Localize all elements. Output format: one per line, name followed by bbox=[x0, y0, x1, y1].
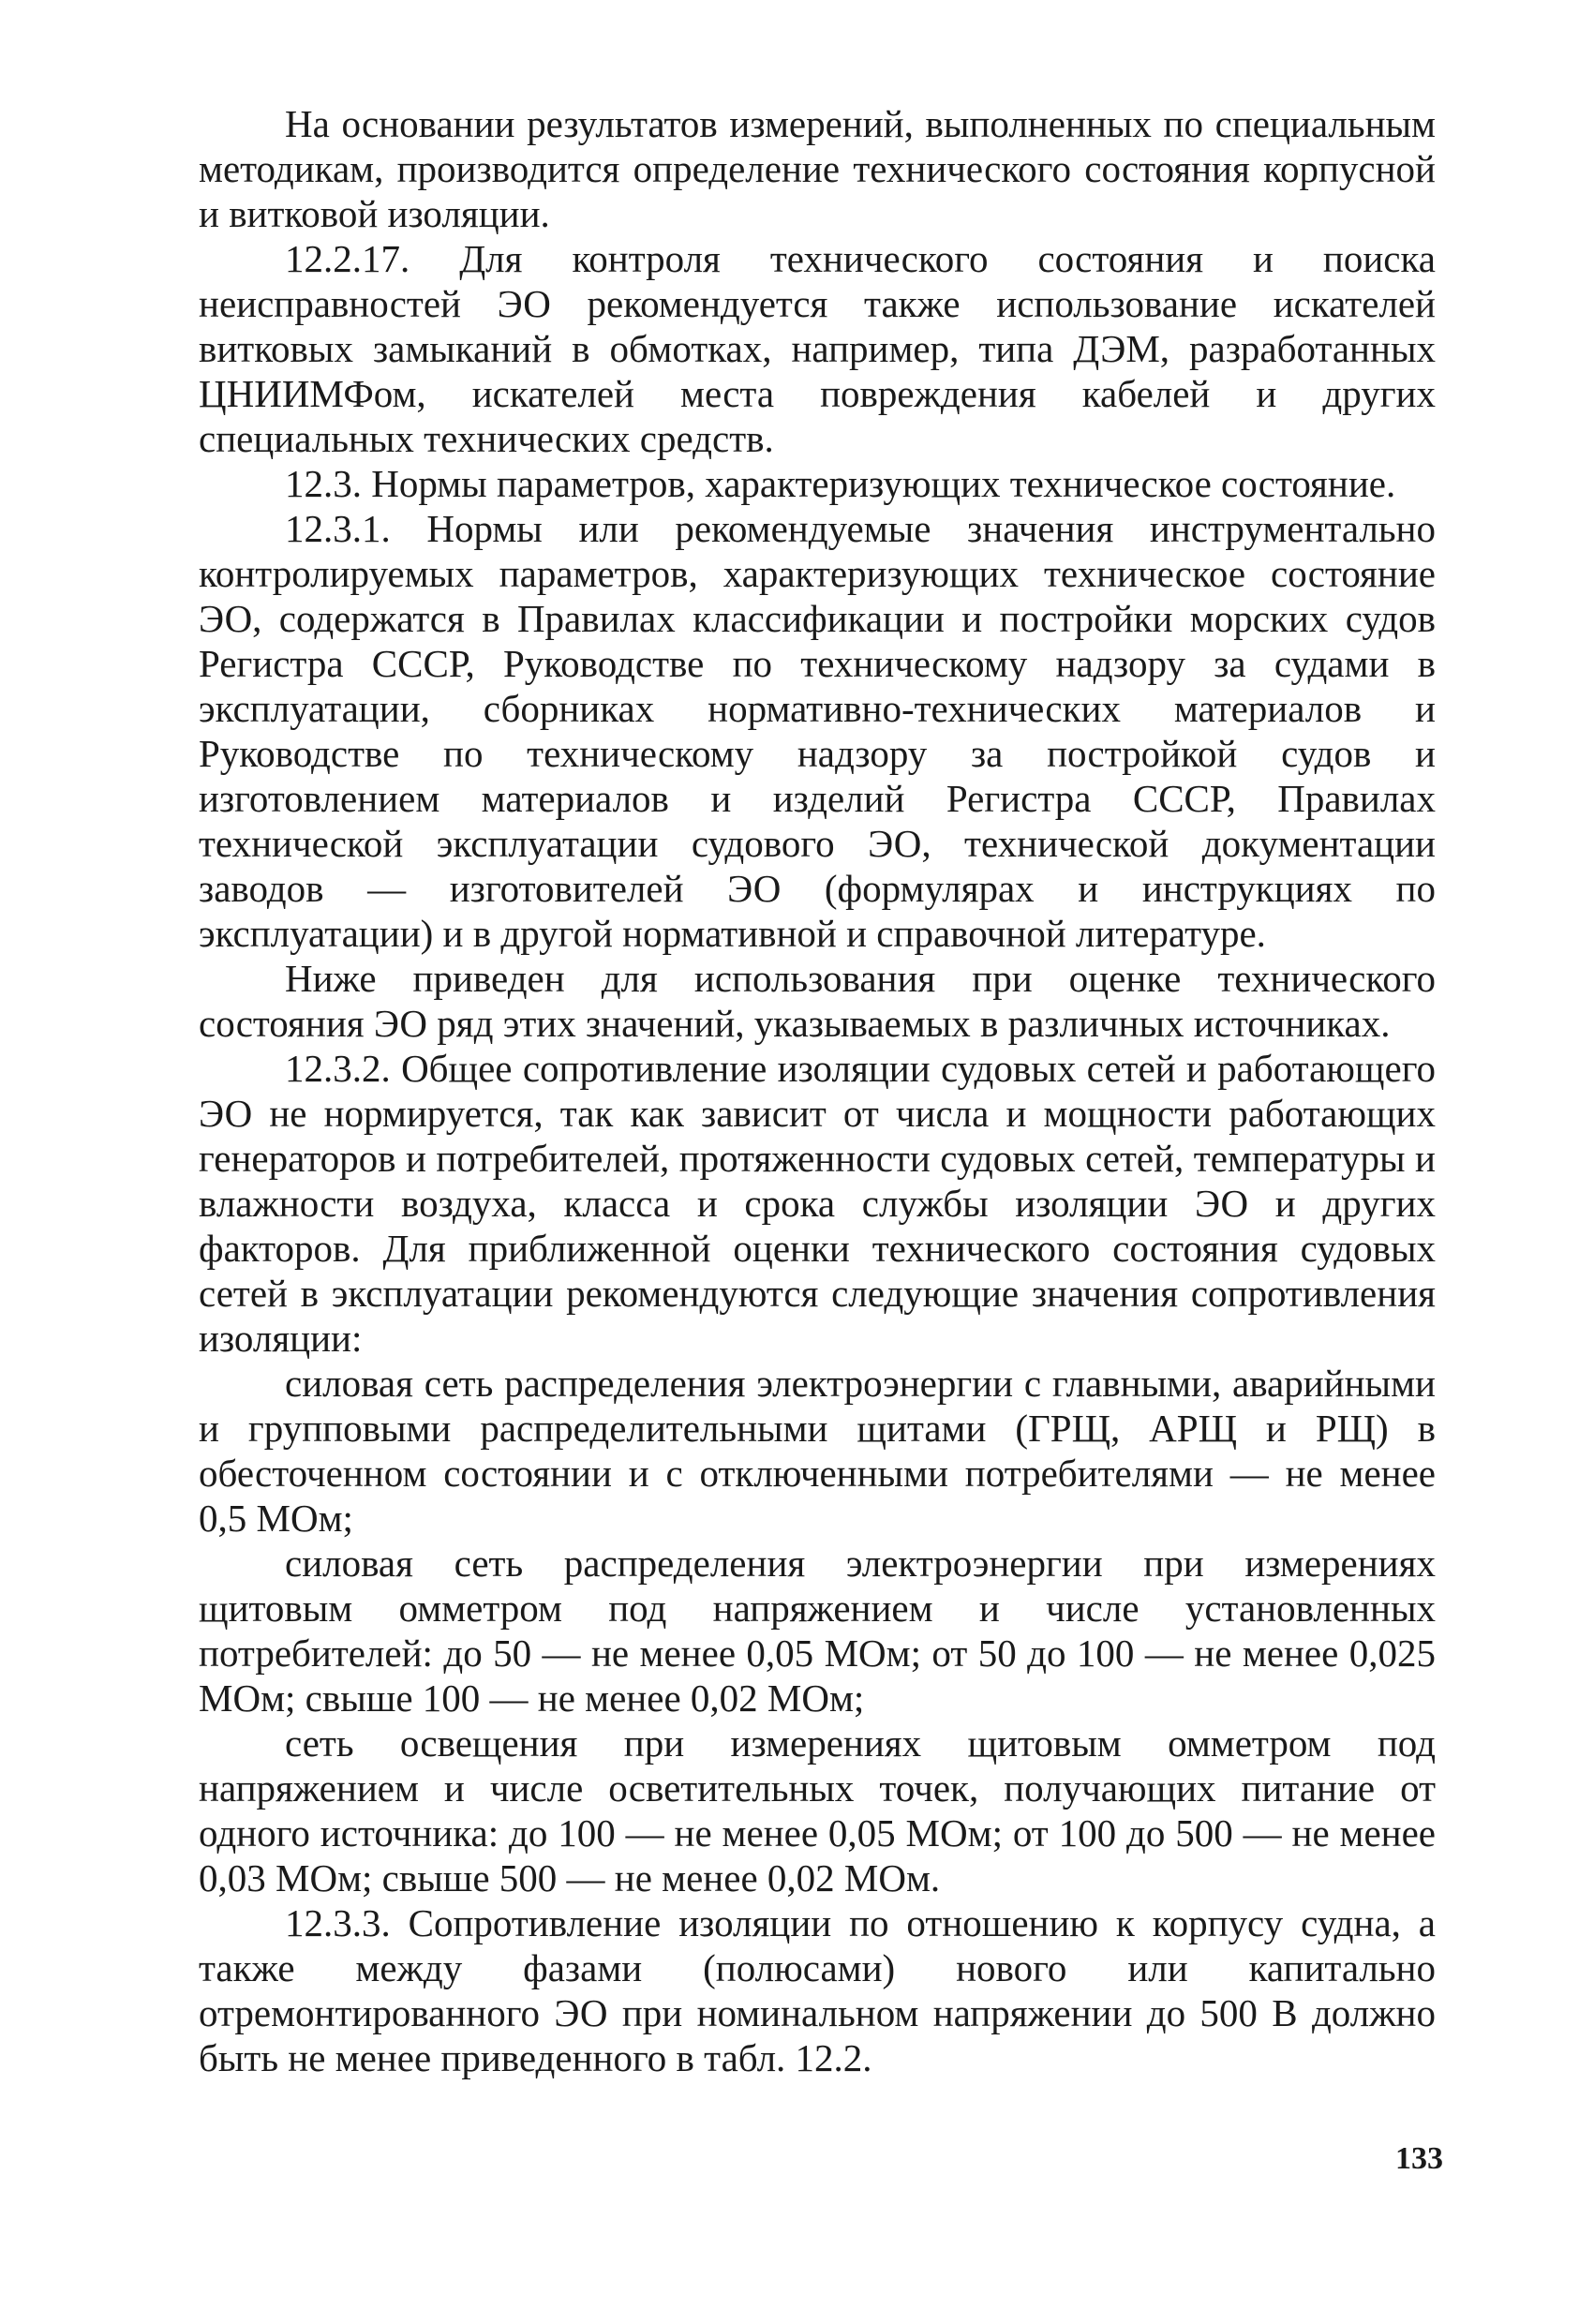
page-number: 133 bbox=[1395, 2141, 1443, 2176]
paragraph-12-3-1: 12.3.1. Нормы или рекомендуемые значения инструментально контролируемых параметров, характеризующих техническое состояние ЭО, содержатся в Правилах классификации и постройки морских судов Регистра СССР, Руководстве по техническому надзору за судами в эксплуатации, сборниках нормативно-технических материалов и Руководстве по техническому надзору за постройкой судов и изготовлением материалов и изделий Регистра СССР, Правилах технической эксплуатации судового ЭО, технической документации заводов — изготовителей ЭО (формулярах и инструкциях по эксплуатации) и в другой нормативной и справочной литературе. bbox=[199, 507, 1436, 955]
paragraph-12-3-heading: 12.3. Нормы параметров, характеризующих техническое состояние. bbox=[285, 462, 1396, 505]
paragraph-1: На основании результатов измерений, выполненных по специальным методикам, производится определение технического состояния корпусной и витковой изоляции. bbox=[199, 102, 1436, 235]
paragraph-power-network-deenergized: силовая сеть распределения электроэнергии с главными, аварийными и групповыми распределительными щитами (ГРЩ, АРЩ и РЩ) в обесточенном состоянии и с отключенными потребителями — не менее 0,5 МОм; bbox=[199, 1362, 1436, 1540]
paragraph-12-3-2: 12.3.2. Общее сопротивление изоляции судовых сетей и работающего ЭО не нормируется, так как зависит от числа и мощности работающих генераторов и потребителей, протяженности судовых сетей, температуры и влажности воздуха, класса и срока службы изоляции ЭО и других факторов. Для приближенной оценки технического состояния судовых сетей в эксплуатации рекомендуются следующие значения сопротивления изоляции: bbox=[199, 1047, 1436, 1360]
page-body bbox=[199, 101, 1436, 2080]
paragraph-values-intro: Ниже приведен для использования при оценке технического состояния ЭО ряд этих значений, указываемых в различных источниках. bbox=[199, 957, 1436, 1045]
paragraph-power-network-energized: силовая сеть распределения электроэнергии при измерениях щитовым омметром под напряжением и числе установленных потребителей: до 50 — не менее 0,05 МОм; от 50 до 100 — не менее 0,025 МОм; свыше 100 — не менее 0,02 МОм; bbox=[199, 1542, 1436, 1720]
paragraph-12-2-17: 12.2.17. Для контроля технического состояния и поиска неисправностей ЭО рекомендуется также использование искателей витковых замыканий в обмотках, например, типа ДЭМ, разработанных ЦНИИМФом, искателей места повреждения кабелей и других специальных технических средств. bbox=[199, 237, 1436, 460]
paragraph-lighting-network: сеть освещения при измерениях щитовым омметром под напряжением и числе осветительных точек, получающих питание от одного источника: до 100 — не менее 0,05 МОм; от 100 до 500 — не менее 0,03 МОм; свыше 500 — не менее 0,02 МОм. bbox=[199, 1721, 1436, 1899]
paragraph-12-3-3: 12.3.3. Сопротивление изоляции по отношению к корпусу судна, а также между фазами (полюсами) нового или капитально отремонтированного ЭО при номинальном напряжении до 500 В должно быть не менее приведенного в табл. 12.2. bbox=[199, 1901, 1436, 2079]
